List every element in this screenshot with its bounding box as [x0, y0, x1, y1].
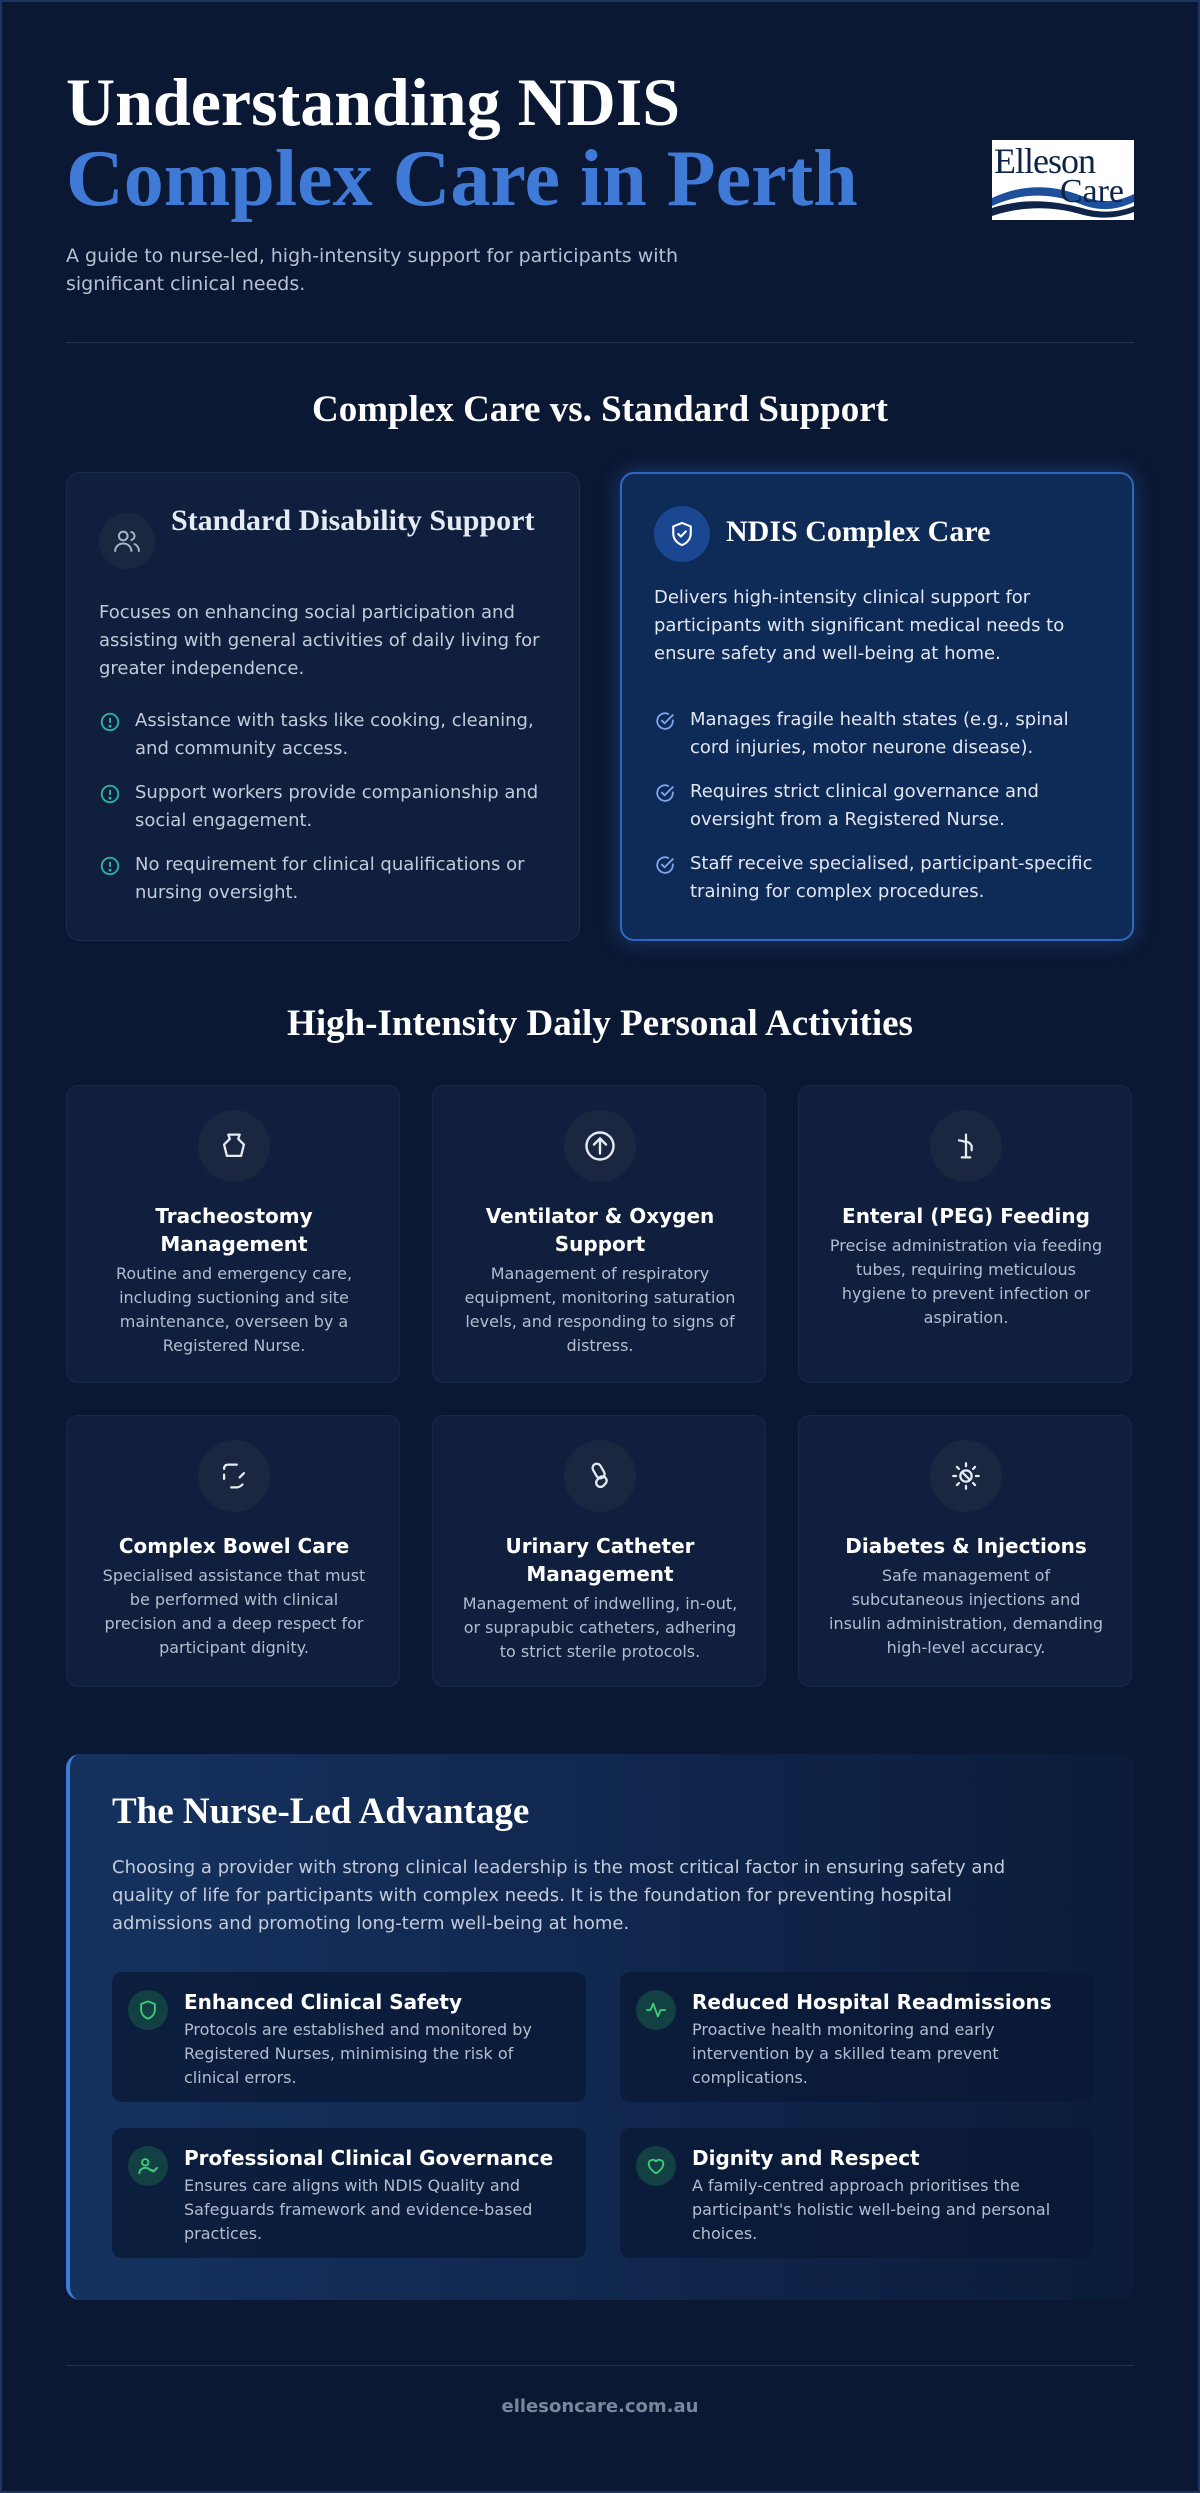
nurse-led-intro: Choosing a provider with strong clinical leadership is the most critical factor in ensuring safety and quality of life for participants with complex needs. It is the foundation for preventing hospital admissions and promoting long-term well-being at home. — [112, 1857, 1006, 1934]
page-title-line1: Understanding NDIS — [66, 64, 681, 140]
list-item-text: Staff receive specialised, participant-specific training for complex procedures. — [690, 853, 1093, 902]
list-item — [654, 706, 1104, 762]
activity-text: Safe management of subcutaneous injections and insulin administration, demanding high-level accuracy. — [829, 1566, 1103, 1657]
activity-title: Complex Bowel Care — [118, 1534, 350, 1558]
standard-support-card — [66, 472, 580, 941]
users-icon — [99, 513, 155, 569]
footer-site-link[interactable]: ellesoncare.com.au — [501, 2396, 699, 2417]
complex-care-title: NDIS Complex Care — [726, 515, 991, 548]
list-item — [99, 707, 549, 763]
complex-care-description: Delivers high-intensity clinical support for participants with significant medical needs to ensure safety and well-being at home. — [654, 587, 1065, 664]
logo-word-care: Care — [1059, 173, 1124, 210]
complex-care-list — [654, 706, 1104, 922]
page-header — [66, 66, 1134, 296]
complex-care-card — [620, 472, 1134, 941]
check-circle-icon — [654, 782, 676, 804]
activity-title: Urinary Catheter Management — [505, 1534, 695, 1586]
activity-card-ventilator — [432, 1085, 766, 1383]
advantage-card-clinical-safety — [112, 1972, 586, 2102]
advantage-title: Enhanced Clinical Safety — [184, 1990, 462, 2014]
advantage-text: Ensures care aligns with NDIS Quality and Safeguards framework and evidence-based practices. — [184, 2176, 533, 2243]
info-icon — [99, 711, 121, 733]
standard-support-description: Focuses on enhancing social participation and assisting with general activities of daily living for greater independence. — [99, 602, 540, 679]
list-item-text: No requirement for clinical qualifications or nursing oversight. — [135, 854, 525, 903]
standard-support-title: Standard Disability Support — [171, 504, 535, 537]
list-item-text: Requires strict clinical governance and oversight from a Registered Nurse. — [690, 781, 1039, 830]
page-title-line2: Complex Care in Perth — [66, 135, 858, 223]
list-item — [99, 779, 549, 835]
standard-support-list — [99, 707, 549, 923]
activity-title: Ventilator & Oxygen Support — [485, 1204, 715, 1256]
elleson-care-logo — [992, 140, 1134, 220]
activity-card-tracheostomy — [66, 1085, 400, 1383]
advantage-card-dignity — [620, 2128, 1094, 2258]
info-icon — [99, 783, 121, 805]
ventilator-icon — [564, 1110, 636, 1182]
activity-card-peg-feeding — [798, 1085, 1132, 1383]
info-icon — [99, 855, 121, 877]
advantage-text: Proactive health monitoring and early intervention by a skilled team prevent complications. — [692, 2020, 999, 2087]
bowel-care-icon — [198, 1440, 270, 1512]
divider — [66, 342, 1134, 343]
advantage-title: Professional Clinical Governance — [184, 2146, 554, 2170]
syringe-icon — [930, 1440, 1002, 1512]
activity-text: Precise administration via feeding tubes, requiring meticulous hygiene to prevent infection or aspiration. — [829, 1236, 1103, 1327]
heart-icon — [636, 2146, 676, 2186]
list-item-text: Assistance with tasks like cooking, cleaning, and community access. — [135, 710, 534, 759]
check-circle-icon — [654, 854, 676, 876]
list-item-text: Manages fragile health states (e.g., spinal cord injuries, motor neurone disease). — [690, 709, 1069, 758]
pulse-icon — [636, 1990, 676, 2030]
tracheostomy-icon — [198, 1110, 270, 1182]
divider — [66, 2365, 1134, 2366]
advantage-card-governance — [112, 2128, 586, 2258]
activity-card-bowel-care — [66, 1415, 400, 1687]
activities-heading: High-Intensity Daily Personal Activities — [287, 1003, 913, 1044]
advantage-title: Reduced Hospital Readmissions — [692, 1990, 1052, 2014]
user-check-icon — [128, 2146, 168, 2186]
advantage-text: A family-centred approach prioritises the participant's holistic well-being and personal choices. — [692, 2176, 1051, 2243]
advantage-text: Protocols are established and monitored by Registered Nurses, minimising the risk of clinical errors. — [184, 2020, 532, 2087]
feeding-tube-icon — [930, 1110, 1002, 1182]
activity-title: Enteral (PEG) Feeding — [842, 1204, 1090, 1228]
nurse-led-heading: The Nurse-Led Advantage — [112, 1791, 530, 1832]
list-item-text: Support workers provide companionship and social engagement. — [135, 782, 539, 831]
list-item — [654, 778, 1104, 834]
activity-title: Tracheostomy Management — [155, 1204, 313, 1256]
activity-text: Management of indwelling, in-out, or suprapubic catheters, adhering to strict sterile protocols. — [462, 1594, 738, 1661]
activity-card-diabetes — [798, 1415, 1132, 1687]
advantage-card-readmissions — [620, 1972, 1094, 2102]
activity-text: Specialised assistance that must be performed with clinical precision and a deep respect for participant dignity. — [102, 1566, 366, 1657]
comparison-heading: Complex Care vs. Standard Support — [312, 389, 888, 430]
page-subtitle: A guide to nurse-led, high-intensity support for participants with significant clinical needs. — [66, 245, 679, 295]
activity-text: Management of respiratory equipment, monitoring saturation levels, and responding to signs of distress. — [464, 1264, 736, 1355]
check-circle-icon — [654, 710, 676, 732]
catheter-icon — [564, 1440, 636, 1512]
activity-text: Routine and emergency care, including suctioning and site maintenance, overseen by a Registered Nurse. — [115, 1264, 353, 1355]
activity-title: Diabetes & Injections — [845, 1534, 1087, 1558]
shield-icon — [128, 1990, 168, 2030]
list-item — [99, 851, 549, 907]
nurse-led-advantage-panel — [66, 1754, 1134, 2300]
advantage-title: Dignity and Respect — [692, 2146, 920, 2170]
activity-card-urinary-catheter — [432, 1415, 766, 1687]
shield-check-icon — [654, 506, 710, 562]
logo-word-elleson: Elleson — [994, 141, 1095, 181]
list-item — [654, 850, 1104, 906]
